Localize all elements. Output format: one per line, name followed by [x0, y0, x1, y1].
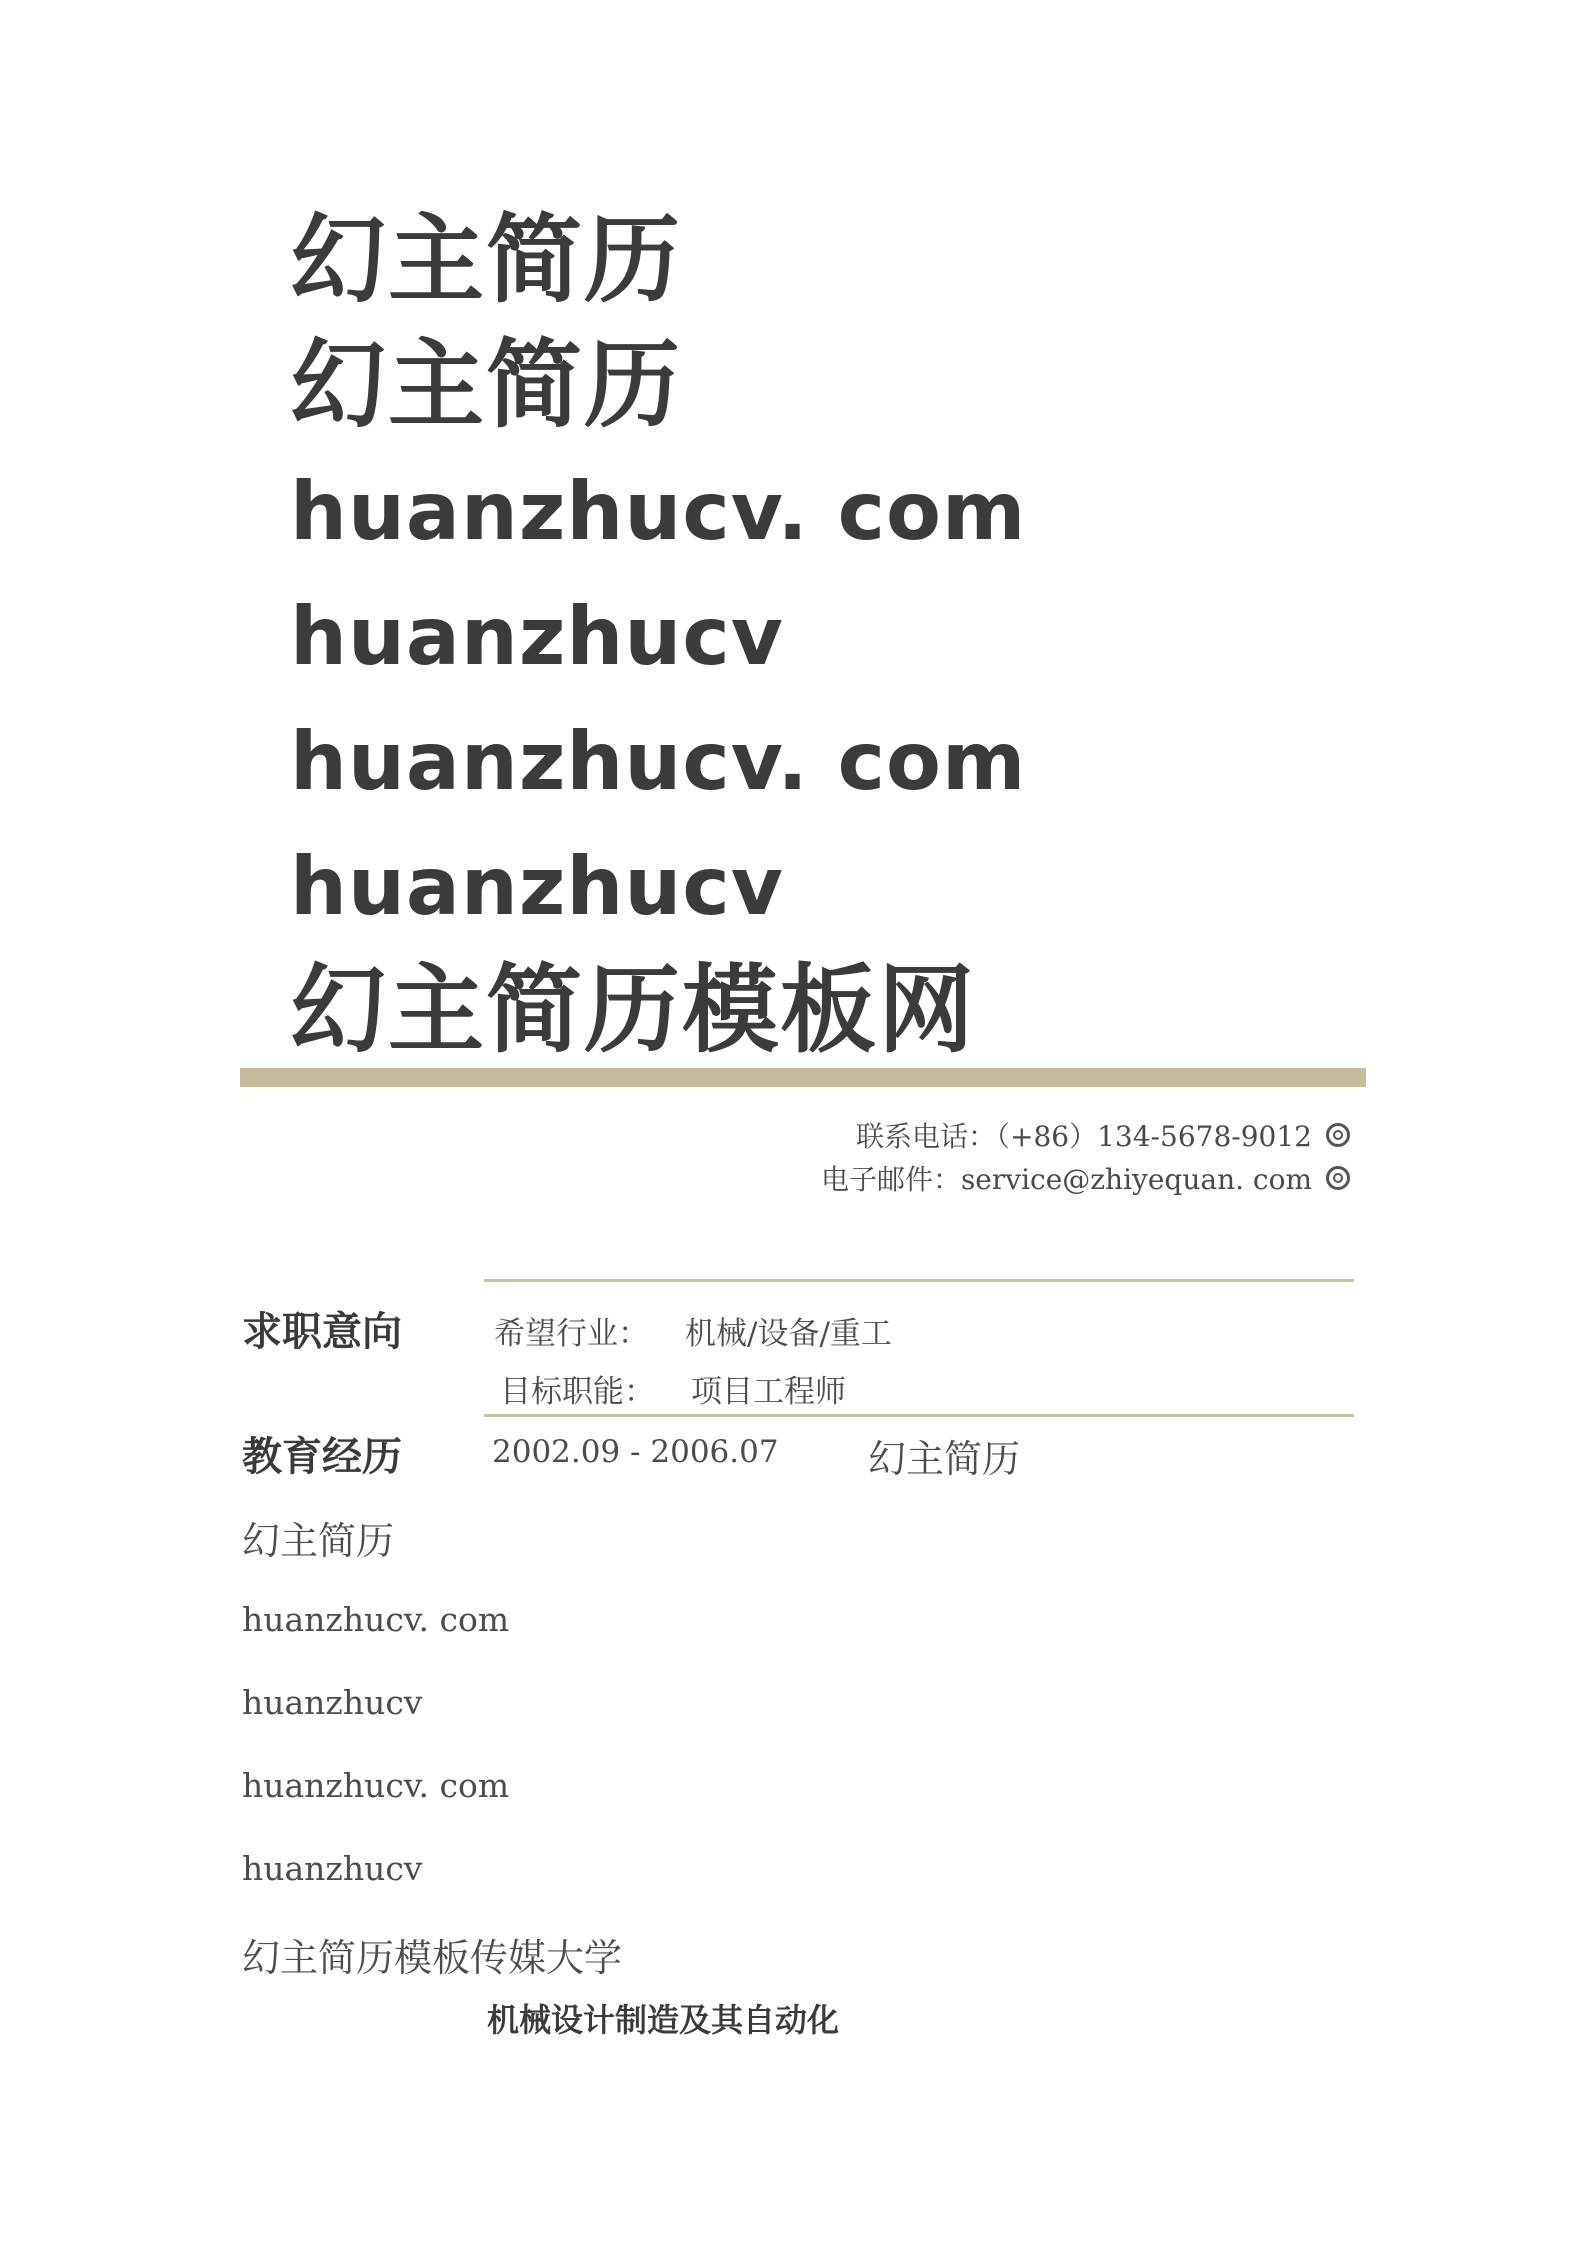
heading-line-3: huanzhucv. com: [290, 465, 1027, 558]
education-item: 幻主简历: [242, 1519, 395, 1563]
target-icon: [1326, 1166, 1350, 1190]
function-field: [500, 1366, 846, 1411]
education-item: 幻主简历模板传媒大学: [242, 1936, 623, 1980]
heading-line-6: huanzhucv: [290, 840, 784, 933]
contact-email: [821, 1158, 1350, 1198]
section-rule-bottom: [484, 1414, 1354, 1417]
education-item: huanzhucv. com: [242, 1766, 510, 1805]
education-school: 幻主简历: [868, 1437, 1021, 1481]
job-intent-title: 求职意向: [242, 1308, 402, 1355]
education-item: huanzhucv: [242, 1849, 423, 1888]
heading-line-7: 幻主简历模板网: [290, 954, 976, 1066]
education-item: huanzhucv. com: [242, 1600, 510, 1639]
accent-bar: [240, 1068, 1366, 1087]
industry-field: [494, 1308, 892, 1353]
heading-line-4: huanzhucv: [290, 590, 784, 683]
education-item: huanzhucv: [242, 1683, 423, 1722]
education-major: 机械设计制造及其自动化: [487, 2001, 840, 2039]
target-icon: [1326, 1123, 1350, 1147]
section-rule-top: [484, 1279, 1354, 1282]
heading-line-5: huanzhucv. com: [290, 715, 1027, 808]
education-dates: 2002.09 - 2006.07: [492, 1434, 779, 1470]
contact-phone: [856, 1115, 1350, 1155]
industry-label: 希望行业：: [494, 1316, 649, 1352]
contact-phone-text: 联系电话：（+86）134-5678-9012: [856, 1120, 1312, 1153]
function-label: 目标职能：: [500, 1374, 655, 1410]
education-title: 教育经历: [242, 1433, 402, 1480]
industry-value: 机械/设备/重工: [685, 1316, 892, 1352]
function-value: 项目工程师: [691, 1374, 846, 1410]
contact-email-text: 电子邮件：service@zhiyequan. com: [820, 1163, 1312, 1196]
heading-line-2: 幻主简历: [290, 329, 682, 441]
heading-line-1: 幻主简历: [290, 204, 682, 316]
